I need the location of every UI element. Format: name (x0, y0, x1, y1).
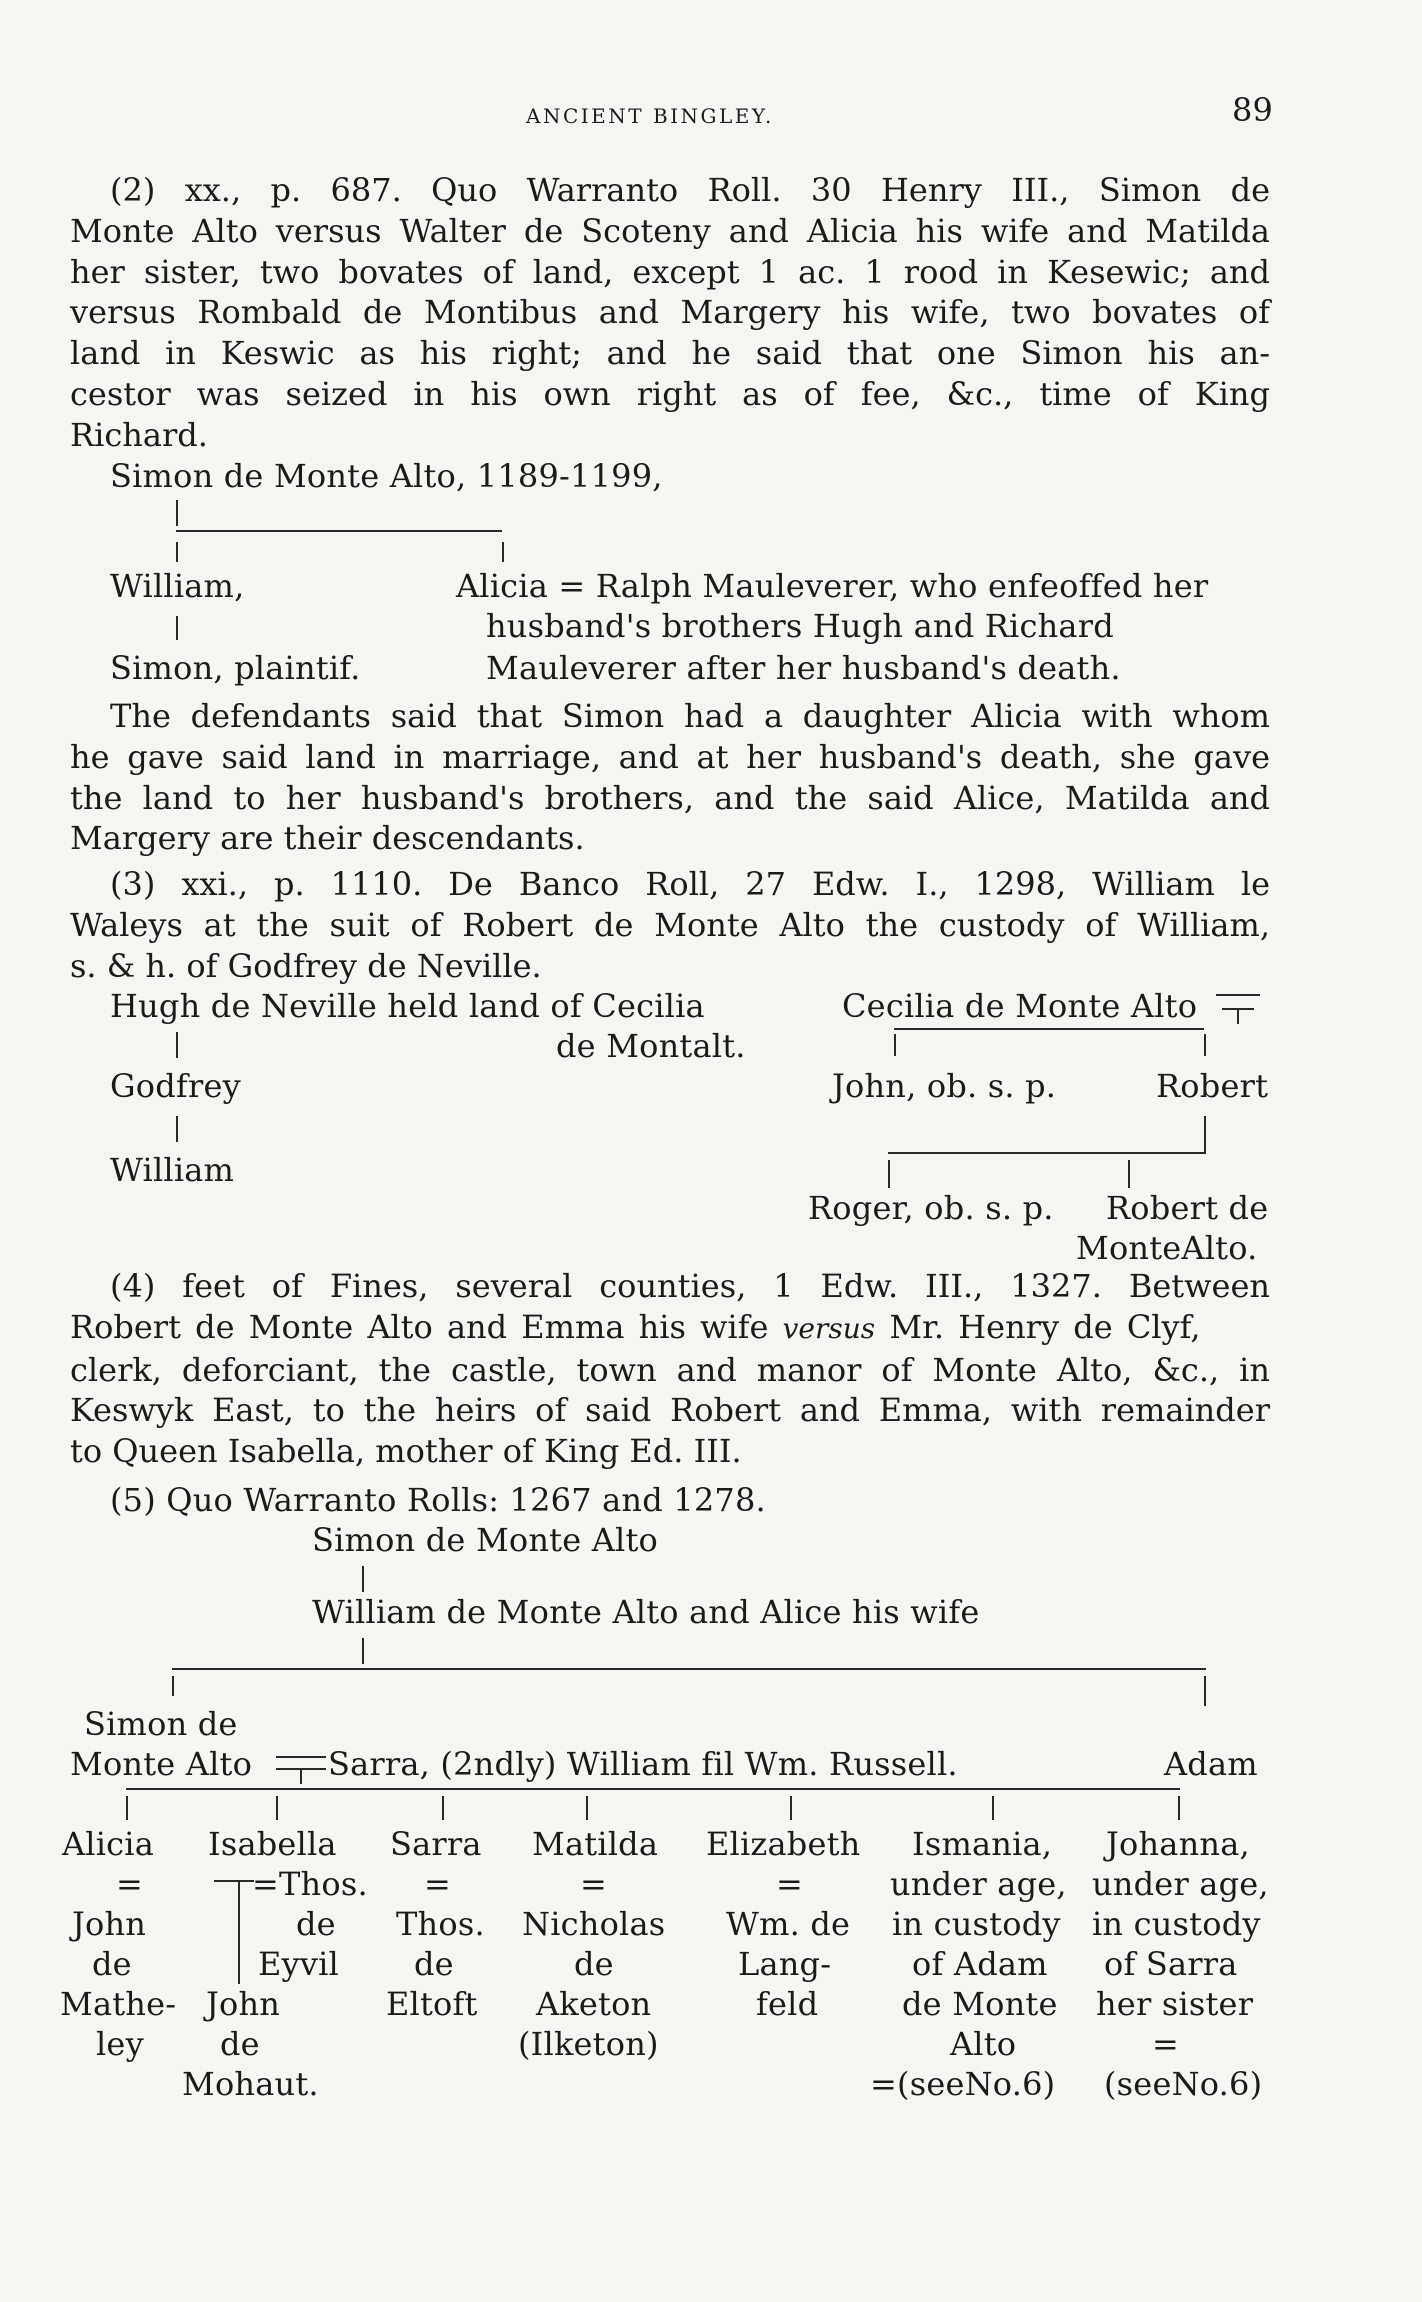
pedigree-line (176, 1116, 178, 1142)
paragraph-line: Monte Alto versus Walter de Scoteny and Alicia his wife and Matilda (70, 211, 1270, 250)
child-johanna: Johanna, (1106, 1825, 1250, 1863)
paragraph-line: Margery are their descendants. (70, 819, 585, 858)
pedigree-william-neville: William (110, 1151, 235, 1189)
paragraph-text: Mr. Henry de Clyf, (889, 1307, 1201, 1346)
marriage-sign (300, 1768, 302, 1784)
pedigree-alicia-note: husband's brothers Hugh and Richard (486, 607, 1114, 645)
paragraph-line: Waleys at the suit of Robert de Monte Alto the custody of William, (70, 905, 1270, 944)
pedigree-roger: Roger, ob. s. p. (808, 1189, 1054, 1227)
paragraph-5-title: (5) Quo Warranto Rolls: 1267 and 1278. (110, 1481, 766, 1519)
child-text: Wm. de (726, 1905, 851, 1943)
child-text: under age, (890, 1865, 1067, 1903)
pedigree-line (176, 542, 178, 562)
page-number: 89 (1232, 91, 1274, 129)
child-text: in custody (892, 1905, 1061, 1943)
paragraph-line: The defendants said that Simon had a daughter Alicia with whom (110, 697, 1270, 735)
paragraph-line: land in Keswic as his right; and he said that one Simon his an- (70, 334, 1270, 373)
pedigree-simon-monte-alto: Monte Alto (70, 1745, 253, 1783)
child-sarra: Sarra (390, 1825, 482, 1863)
pedigree-godfrey: Godfrey (110, 1067, 241, 1105)
pedigree-line (172, 1676, 174, 1696)
child-text: = (580, 1865, 608, 1903)
child-text: John (72, 1905, 147, 1943)
pedigree-line (362, 1638, 364, 1664)
child-text: under age, (1092, 1865, 1269, 1903)
pedigree-line (894, 1028, 1204, 1030)
pedigree-line (586, 1796, 588, 1820)
child-text: Mathe- (60, 1985, 177, 2023)
pedigree-line (1204, 1034, 1206, 1056)
child-text: de (92, 1945, 132, 1983)
child-text: Eyvil (258, 1945, 339, 1983)
paragraph-line (70, 1307, 1270, 1350)
child-text: of Adam (912, 1945, 1048, 1983)
pedigree-line (502, 542, 504, 562)
pedigree-simon-plaintif: Simon, plaintif. (110, 649, 361, 687)
child-ismania: Ismania, (912, 1825, 1053, 1863)
child-text: = (116, 1865, 144, 1903)
child-matilda: Matilda (532, 1825, 659, 1863)
pedigree-hugh-note: de Montalt. (556, 1027, 746, 1065)
paragraph-3 (70, 864, 1270, 986)
child-text: = (776, 1865, 804, 1903)
paragraph-line: Richard. (70, 415, 208, 454)
pedigree-root-simon: Simon de Monte Alto, 1189-1199, (110, 457, 663, 495)
pedigree-line (1204, 1676, 1206, 1706)
pedigree-hugh-de-neville: Hugh de Neville held land of Cecilia (110, 987, 705, 1025)
child-text: de Monte (902, 1985, 1058, 2023)
pedigree-line (126, 1796, 128, 1820)
marriage-sign (214, 1880, 254, 1882)
paragraph-text: Robert de Monte Alto and Emma his wife (70, 1307, 769, 1346)
paragraph-2 (70, 170, 1270, 456)
pedigree-robert: Robert (1156, 1067, 1269, 1105)
paragraph-line: the land to her husband's brothers, and the said Alice, Matilda and (70, 778, 1270, 817)
pedigree-line (888, 1152, 1206, 1154)
child-text: Alto (950, 2025, 1017, 2063)
pedigree-line (176, 616, 178, 640)
pedigree-line (992, 1796, 994, 1820)
child-text: Thos. (396, 1905, 485, 1943)
pedigree-line (790, 1796, 792, 1820)
paragraph-2-defendants (70, 696, 1270, 859)
paragraph-line: (4) feet of Fines, several counties, 1 Edw. III., 1327. Between (110, 1267, 1270, 1305)
paragraph-line: to Queen Isabella, mother of King Ed. III. (70, 1432, 742, 1471)
paragraph-line: he gave said land in marriage, and at her husband's death, she gave (70, 737, 1270, 776)
child-text: de (414, 1945, 454, 1983)
child-text: of Sarra (1104, 1945, 1238, 1983)
child-text: Eltoft (386, 1985, 478, 2023)
paragraph-line: cestor was seized in his own right as of fee, &c., time of King (70, 374, 1270, 413)
child-text: =Thos. (252, 1865, 368, 1903)
pedigree-robert-de-monte-alto: MonteAlto. (1076, 1229, 1258, 1267)
child-text: John (206, 1985, 281, 2023)
pedigree-line (238, 1880, 240, 1984)
running-title: ANCIENT BINGLEY. (526, 104, 774, 128)
child-text: in custody (1092, 1905, 1261, 1943)
pedigree-line (276, 1796, 278, 1820)
pedigree-line (1178, 1796, 1180, 1820)
pedigree-alicia: Alicia = Ralph Mauleverer, who enfeoffed her (456, 567, 1209, 605)
paragraph-line: (2) xx., p. 687. Quo Warranto Roll. 30 Henry III., Simon de (110, 171, 1270, 209)
child-text: = (1152, 2025, 1180, 2063)
pedigree-line (126, 1788, 1180, 1790)
pedigree-william-and-alice: William de Monte Alto and Alice his wife (312, 1593, 980, 1631)
marriage-sign (276, 1756, 326, 1758)
pedigree-simon-de: Simon de (84, 1705, 238, 1743)
child-text: Nicholas (522, 1905, 666, 1943)
child-text: ley (96, 2025, 144, 2063)
versus-italic: versus (782, 1311, 876, 1345)
pedigree-adam: Adam (1164, 1745, 1258, 1783)
paragraph-line: Keswyk East, to the heirs of said Robert and Emma, with remainder (70, 1391, 1270, 1430)
pedigree-line (442, 1796, 444, 1820)
pedigree-line (176, 500, 178, 526)
child-text: de (296, 1905, 336, 1943)
child-text: Aketon (536, 1985, 652, 2023)
child-elizabeth: Elizabeth (706, 1825, 861, 1863)
paragraph-4 (70, 1266, 1270, 1472)
pedigree-william: William, (110, 567, 245, 605)
pedigree-line (176, 1032, 178, 1058)
child-text: (Ilketon) (518, 2025, 659, 2063)
paragraph-line: clerk, deforciant, the castle, town and manor of Monte Alto, &c., in (70, 1350, 1270, 1389)
pedigree-line (176, 530, 502, 532)
pedigree-line (894, 1034, 896, 1056)
pedigree-line (362, 1566, 364, 1592)
pedigree-robert-de-monte-alto: Robert de (1106, 1189, 1269, 1227)
pedigree-alicia-note: Mauleverer after her husband's death. (486, 649, 1121, 687)
marriage-sign (1237, 1008, 1239, 1024)
child-text: (seeNo.6) (1104, 2065, 1263, 2103)
pedigree-sarra-russell: Sarra, (2ndly) William fil Wm. Russell. (328, 1745, 958, 1783)
child-text: her sister (1096, 1985, 1254, 2023)
pedigree-simon-de-monte-alto: Simon de Monte Alto (312, 1521, 659, 1559)
child-text: Mohaut. (182, 2065, 319, 2103)
child-text: de (220, 2025, 260, 2063)
child-isabella: Isabella (208, 1825, 337, 1863)
child-alicia: Alicia (62, 1825, 155, 1863)
paragraph-line: (3) xxi., p. 1110. De Banco Roll, 27 Edw. I., 1298, William le (110, 865, 1270, 903)
pedigree-line (1128, 1160, 1130, 1188)
pedigree-john: John, ob. s. p. (832, 1067, 1057, 1105)
paragraph-line: her sister, two bovates of land, except 1 ac. 1 rood in Kesewic; and (70, 252, 1270, 291)
child-text: de (574, 1945, 614, 1983)
child-text: = (424, 1865, 452, 1903)
pedigree-cecilia: Cecilia de Monte Alto (842, 987, 1198, 1025)
pedigree-line (172, 1668, 1206, 1670)
child-text: =(seeNo.6) (870, 2065, 1056, 2103)
child-text: Lang- (738, 1945, 832, 1983)
paragraph-line: s. & h. of Godfrey de Neville. (70, 946, 542, 985)
pedigree-line (1204, 1116, 1206, 1152)
marriage-sign (1216, 994, 1260, 996)
paragraph-line: versus Rombald de Montibus and Margery his wife, two bovates of (70, 293, 1270, 332)
child-text: feld (756, 1985, 819, 2023)
pedigree-line (888, 1160, 890, 1188)
